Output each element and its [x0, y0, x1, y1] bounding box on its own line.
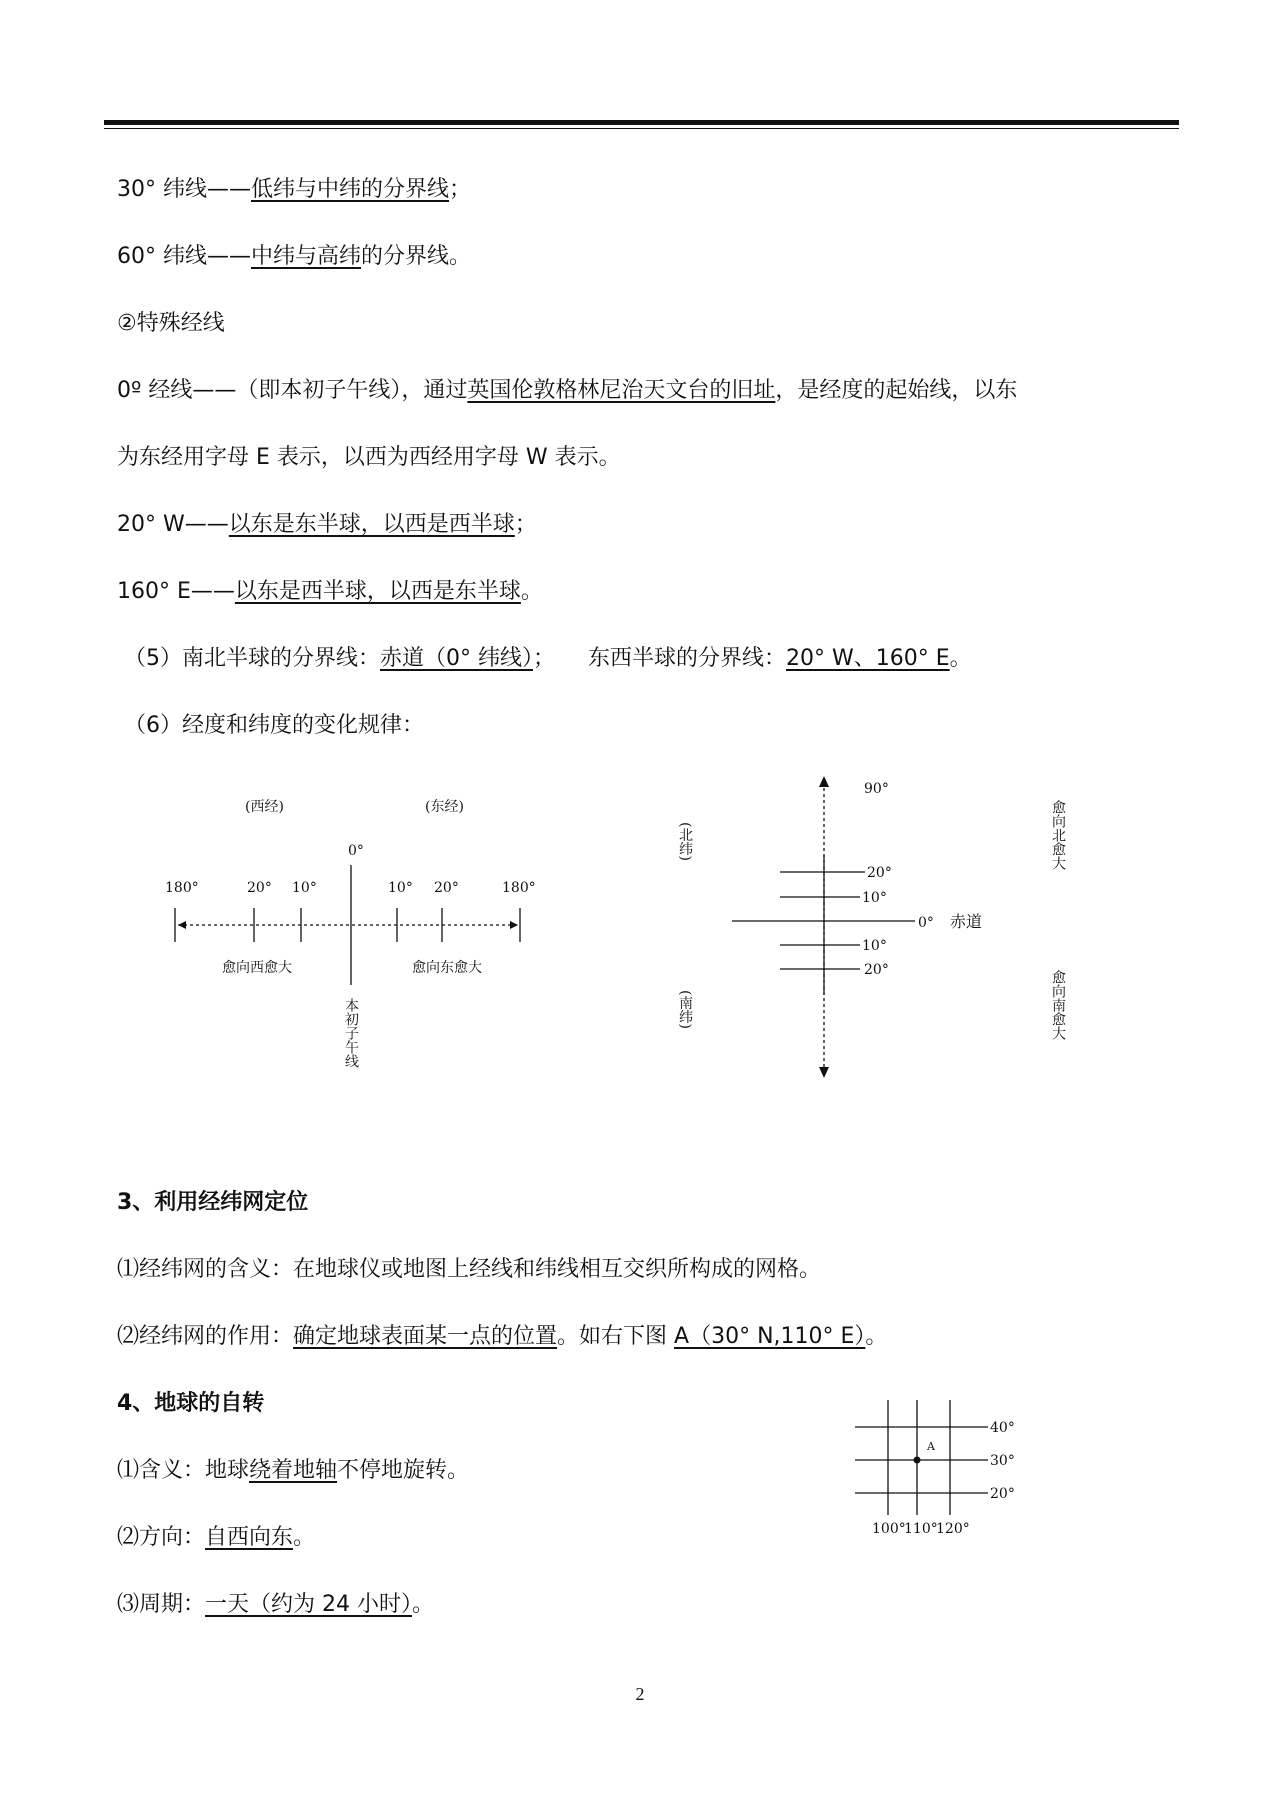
- east-note: 愈向东愈大: [412, 960, 482, 976]
- text-line: ⑶周期：一天（约为 24 小时）。: [117, 1592, 435, 1617]
- text-line: 60° 纬线——中纬与高纬的分界线。: [117, 244, 472, 269]
- tick-label: 20°: [864, 962, 889, 978]
- prime-meridian-label: 本初子午线: [343, 998, 359, 1068]
- text-line: ⑵经纬网的作用：确定地球表面某一点的位置。如右下图 A（30° N,110° E）。: [117, 1324, 888, 1349]
- equator-label: 赤道: [950, 912, 983, 931]
- tick-label: 20°: [247, 880, 272, 896]
- tick-label: 180°: [165, 880, 199, 896]
- section-heading: 4、地球的自转: [117, 1391, 265, 1416]
- lat-label: 40°: [990, 1420, 1015, 1436]
- east-longitude-label: (东经): [425, 799, 464, 815]
- text-line: ②特殊经线: [117, 311, 225, 336]
- lon-label: 120°: [936, 1521, 970, 1537]
- text-line: ⑴经纬网的含义：在地球仪或地图上经线和纬线相互交织所构成的网格。: [117, 1257, 822, 1282]
- point-a-label: A: [927, 1440, 935, 1453]
- text-line: 160° E——以东是西半球，以西是东半球。: [117, 579, 543, 604]
- south-latitude-label: (南纬): [677, 990, 693, 1029]
- text-line: ⑴含义：地球绕着地轴不停地旋转。: [117, 1458, 470, 1483]
- tick-label: 10°: [292, 880, 317, 896]
- text-line: 0º 经线——（即本初子午线），通过英国伦敦格林尼治天文台的旧址，是经度的起始线，以东: [117, 378, 1018, 403]
- tick-label: 20°: [867, 865, 892, 881]
- text-line: ⑵方向：自西向东。: [117, 1525, 316, 1550]
- tick-label: 10°: [862, 938, 887, 954]
- tick-label: 20°: [434, 880, 459, 896]
- header-rule-thin: [104, 128, 1179, 129]
- lat-label: 30°: [990, 1453, 1015, 1469]
- south-note: 愈向南愈大: [1050, 970, 1066, 1040]
- arrow-north-icon: [819, 776, 829, 787]
- west-longitude-label: (西经): [245, 799, 284, 815]
- arrow-west-icon: [178, 921, 186, 929]
- tick-label: 10°: [388, 880, 413, 896]
- text-line: 为东经用字母 E 表示，以西为西经用字母 W 表示。: [117, 445, 621, 470]
- lon-label: 110°: [904, 1521, 938, 1537]
- west-note: 愈向西愈大: [222, 960, 292, 976]
- zero-label: 0°: [348, 843, 364, 859]
- tick-label: 180°: [502, 880, 536, 896]
- tick-label: 0°: [918, 915, 934, 931]
- latitude-diagram: [660, 770, 1080, 1090]
- longitude-diagram: [150, 780, 570, 1100]
- tick-label: 10°: [862, 890, 887, 906]
- arrow-east-icon: [510, 921, 518, 929]
- text-line: （6）经度和纬度的变化规律：: [124, 713, 424, 738]
- lon-label: 100°: [872, 1521, 906, 1537]
- section-heading: 3、利用经纬网定位: [117, 1190, 309, 1215]
- point-a-marker: [914, 1457, 921, 1464]
- text-line: 30° 纬线——低纬与中纬的分界线；: [117, 177, 472, 202]
- north-note: 愈向北愈大: [1050, 800, 1066, 870]
- grid-diagram: [850, 1395, 1050, 1545]
- page-number: 2: [635, 1684, 645, 1704]
- header-rule-thick: [104, 120, 1179, 125]
- lat-label: 20°: [990, 1486, 1015, 1502]
- text-line: （5）南北半球的分界线：赤道（0° 纬线）； 东西半球的分界线：20° W、160° E。: [124, 646, 972, 671]
- tick-label: 90°: [864, 781, 889, 797]
- north-latitude-label: (北纬): [677, 822, 693, 861]
- text-line: 20° W——以东是东半球，以西是西半球；: [117, 512, 537, 537]
- arrow-south-icon: [819, 1067, 829, 1078]
